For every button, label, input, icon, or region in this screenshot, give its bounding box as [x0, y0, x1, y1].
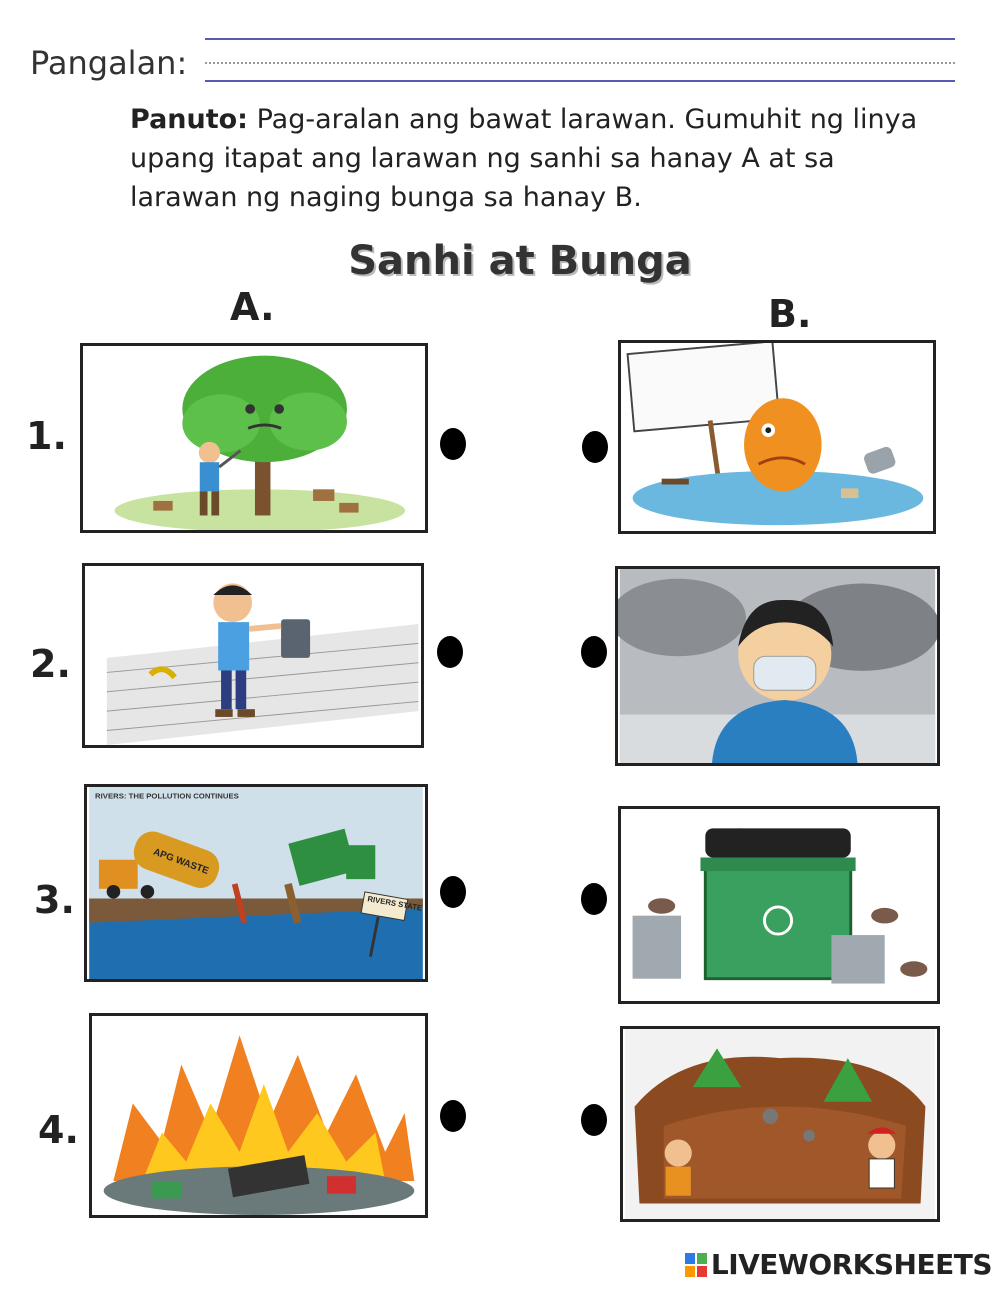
name-line-bottom — [205, 80, 955, 82]
burning-trash-icon — [92, 1016, 425, 1215]
liveworksheets-logo[interactable] — [685, 1248, 992, 1281]
match-dot-a-3[interactable] — [440, 876, 466, 908]
waste-dumping-river-icon — [87, 787, 425, 979]
picture-b-1 — [618, 340, 936, 534]
match-dot-a-4[interactable] — [440, 1100, 466, 1132]
item-number-1: 1. — [26, 414, 67, 458]
smog-mask-boy-icon — [618, 569, 937, 763]
item-number-2: 2. — [30, 642, 71, 686]
worksheet-title: Sanhi at Bunga — [348, 238, 692, 284]
picture-a-3 — [84, 784, 428, 982]
logo-square-3 — [685, 1266, 695, 1277]
match-dot-a-2[interactable] — [437, 636, 463, 668]
match-dot-b-1[interactable] — [582, 431, 608, 463]
match-dot-a-1[interactable] — [440, 428, 466, 460]
instructions-label: Panuto: — [130, 104, 248, 135]
name-line-dotted[interactable] — [205, 62, 955, 64]
match-dot-b-3[interactable] — [581, 883, 607, 915]
picture-b-4 — [620, 1026, 940, 1222]
item-number-3: 3. — [34, 878, 75, 922]
sign-label: RIVERS STATE — [366, 894, 423, 913]
picture-a-4 — [89, 1013, 428, 1218]
garbage-rats-icon — [621, 809, 937, 1001]
picture-b-2 — [615, 566, 940, 766]
liveworksheets-logo-icon — [685, 1253, 707, 1277]
logo-square-2 — [697, 1253, 707, 1264]
picture-a-1 — [80, 343, 428, 533]
logo-square-4 — [697, 1266, 707, 1277]
tree-cutting-icon — [83, 346, 425, 530]
column-b-heading: B. — [768, 292, 812, 336]
instructions-text: Pag-aralan ang bawat larawan. Gumuhit ng linya upang itapat ang larawan ng sanhi sa hanay A at sa larawan ng naging bunga sa hanay B. — [130, 104, 918, 213]
littering-man-icon — [85, 566, 421, 745]
column-a-heading: A. — [230, 285, 275, 329]
instructions — [130, 100, 930, 217]
picture-a-2 — [82, 563, 424, 748]
name-line-top — [205, 38, 955, 40]
match-dot-b-2[interactable] — [581, 636, 607, 668]
picture-b-3 — [618, 806, 940, 1004]
logo-square-1 — [685, 1253, 695, 1264]
item-number-4: 4. — [38, 1108, 79, 1152]
tanker-label: APG WASTE — [151, 846, 211, 877]
liveworksheets-brand: LIVEWORKSHEETS — [710, 1248, 992, 1281]
landslide-icon — [623, 1029, 937, 1219]
polluted-water-fish-icon — [621, 343, 933, 531]
cartoon-caption: RIVERS: THE POLLUTION CONTINUES — [95, 791, 239, 801]
name-label: Pangalan: — [30, 44, 188, 82]
match-dot-b-4[interactable] — [581, 1104, 607, 1136]
